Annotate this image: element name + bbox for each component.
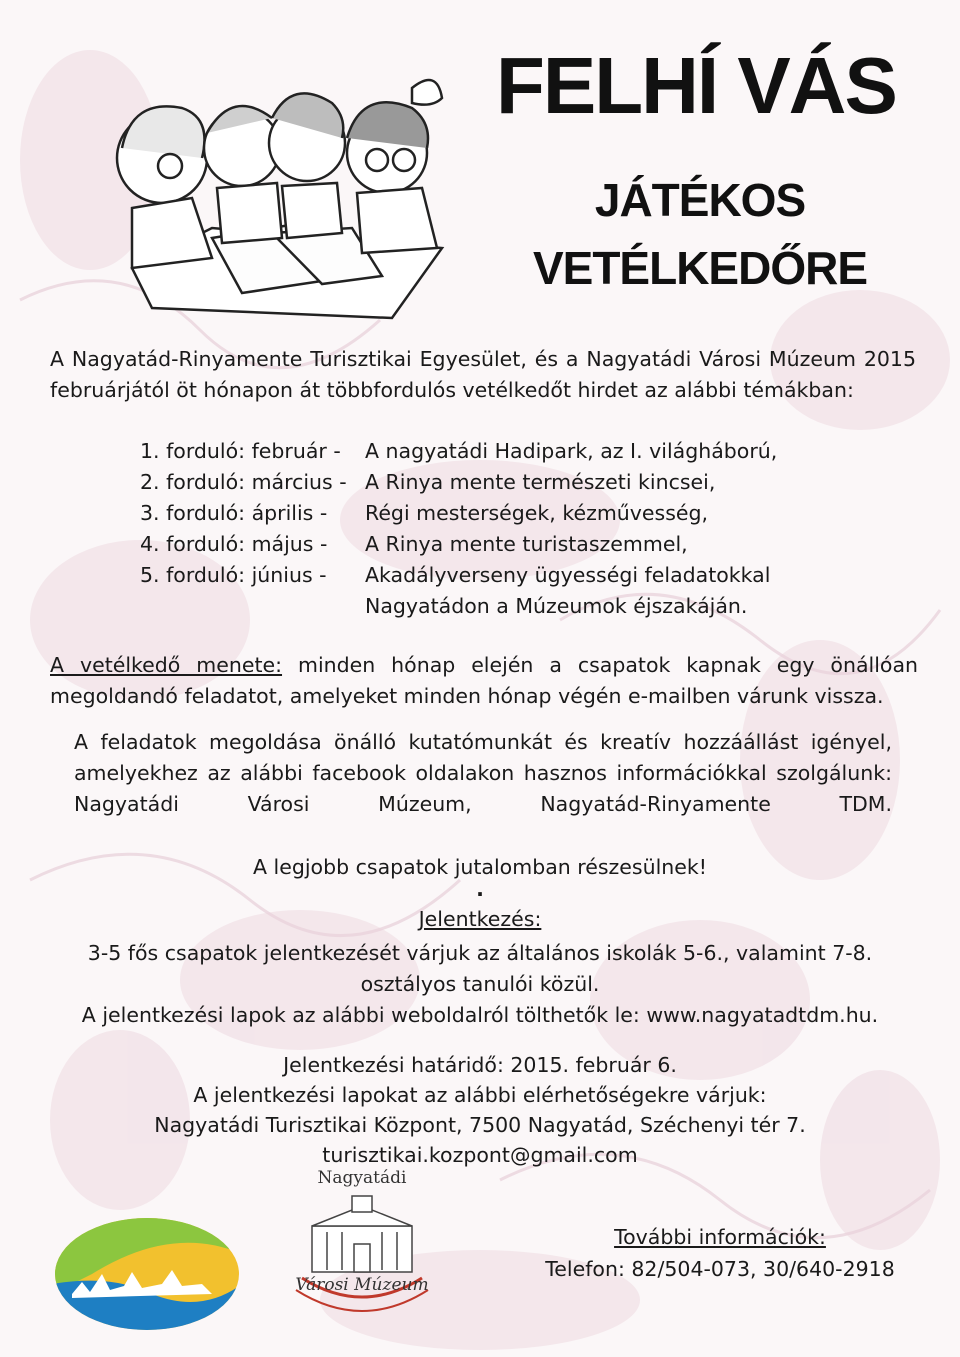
round-label: 5. forduló: június - bbox=[140, 563, 327, 587]
deadline-text: Jelentkezési határidő: 2015. február 6. bbox=[283, 1053, 677, 1077]
more-info-heading bbox=[580, 1222, 860, 1253]
round-item bbox=[140, 529, 920, 560]
round-topic: A nagyatádi Hadipark, az I. világháború, bbox=[365, 439, 778, 463]
round-item bbox=[140, 467, 920, 498]
museum-logo-bottom-text: Városi Múzeum bbox=[295, 1275, 429, 1295]
museum-logo-top-text: Nagyatádi bbox=[317, 1168, 407, 1188]
rounds-list bbox=[140, 436, 920, 622]
separator-dot: . bbox=[476, 877, 484, 901]
reward-text: A legjobb csapatok jutalomban részesülnek! bbox=[253, 855, 707, 879]
more-info-heading-text: További információk: bbox=[614, 1225, 826, 1249]
registration-heading bbox=[50, 904, 910, 935]
tdm-logo bbox=[52, 1214, 242, 1330]
round-item bbox=[140, 560, 920, 591]
email-text[interactable]: turisztikai.kozpont@gmail.com bbox=[322, 1143, 638, 1167]
round-topic: A Rinya mente természeti kincsei, bbox=[365, 470, 716, 494]
round-label: 1. forduló: február - bbox=[140, 439, 341, 463]
phone-text: Telefon: 82/504-073, 30/640-2918 bbox=[545, 1257, 895, 1281]
round-topic: Régi mesterségek, kézművesség, bbox=[365, 501, 709, 525]
registration-teams: 3-5 fős csapatok jelentkezését várjuk az általános iskolák 5-6., valamint 7-8. osztályos tanulói közül. bbox=[87, 941, 873, 996]
round-label: 3. forduló: április - bbox=[140, 501, 328, 525]
flow-label: A vetélkedő menete: bbox=[50, 653, 283, 677]
round-item-continuation bbox=[140, 591, 920, 622]
address-text: Nagyatádi Turisztikai Központ, 7500 Nagyatád, Széchenyi tér 7. bbox=[154, 1113, 806, 1137]
round-item bbox=[140, 498, 920, 529]
subtitle-line-2: VETÉLKEDŐRE bbox=[532, 242, 868, 294]
registration-heading-text: Jelentkezés: bbox=[418, 907, 542, 931]
intro-paragraph: A Nagyatád-Rinyamente Turisztikai Egyesület, és a Nagyatádi Városi Múzeum 2015 februárjától öt hónapon át többfordulós vetélkedőt hirdet az alábbi témákban: bbox=[50, 347, 916, 402]
round-topic: A Rinya mente turistaszemmel, bbox=[365, 532, 688, 556]
round-topic-continuation: Nagyatádon a Múzeumok éjszakáján. bbox=[365, 594, 748, 618]
round-item bbox=[140, 436, 920, 467]
round-label: 4. forduló: május - bbox=[140, 532, 328, 556]
subtitle-line-1: JÁTÉKOS bbox=[594, 174, 806, 226]
flow-text: minden hónap elején a csapatok kapnak egy önállóan megoldandó feladatot, amelyeket minden hónap végén e-mailben várunk vissza. bbox=[50, 653, 919, 708]
task-paragraph: A feladatok megoldása önálló kutatómunkát és kreatív hozzáállást igényel, amelyekhez az alábbi facebook oldalakon hasznos információkkal szolgálunk: Nagyatádi Városi Múzeum, Nagyatád-Rinyamente TDM. bbox=[74, 730, 892, 816]
registration-download: A jelentkezési lapok az alábbi weboldalról tölthetők le: www.nagyatadtdm.hu. bbox=[81, 1003, 879, 1027]
round-topic: Akadályverseny ügyességi feladatokkal bbox=[365, 563, 771, 587]
round-label: 2. forduló: március - bbox=[140, 470, 347, 494]
send-text: A jelentkezési lapokat az alábbi elérhetőségekre várjuk: bbox=[193, 1083, 767, 1107]
poster-title: FELHÍ VÁS bbox=[496, 41, 896, 130]
museum-logo bbox=[282, 1166, 442, 1326]
poster-subtitle bbox=[500, 166, 900, 302]
children-reading-illustration bbox=[92, 48, 462, 326]
flow-paragraph bbox=[50, 650, 918, 712]
